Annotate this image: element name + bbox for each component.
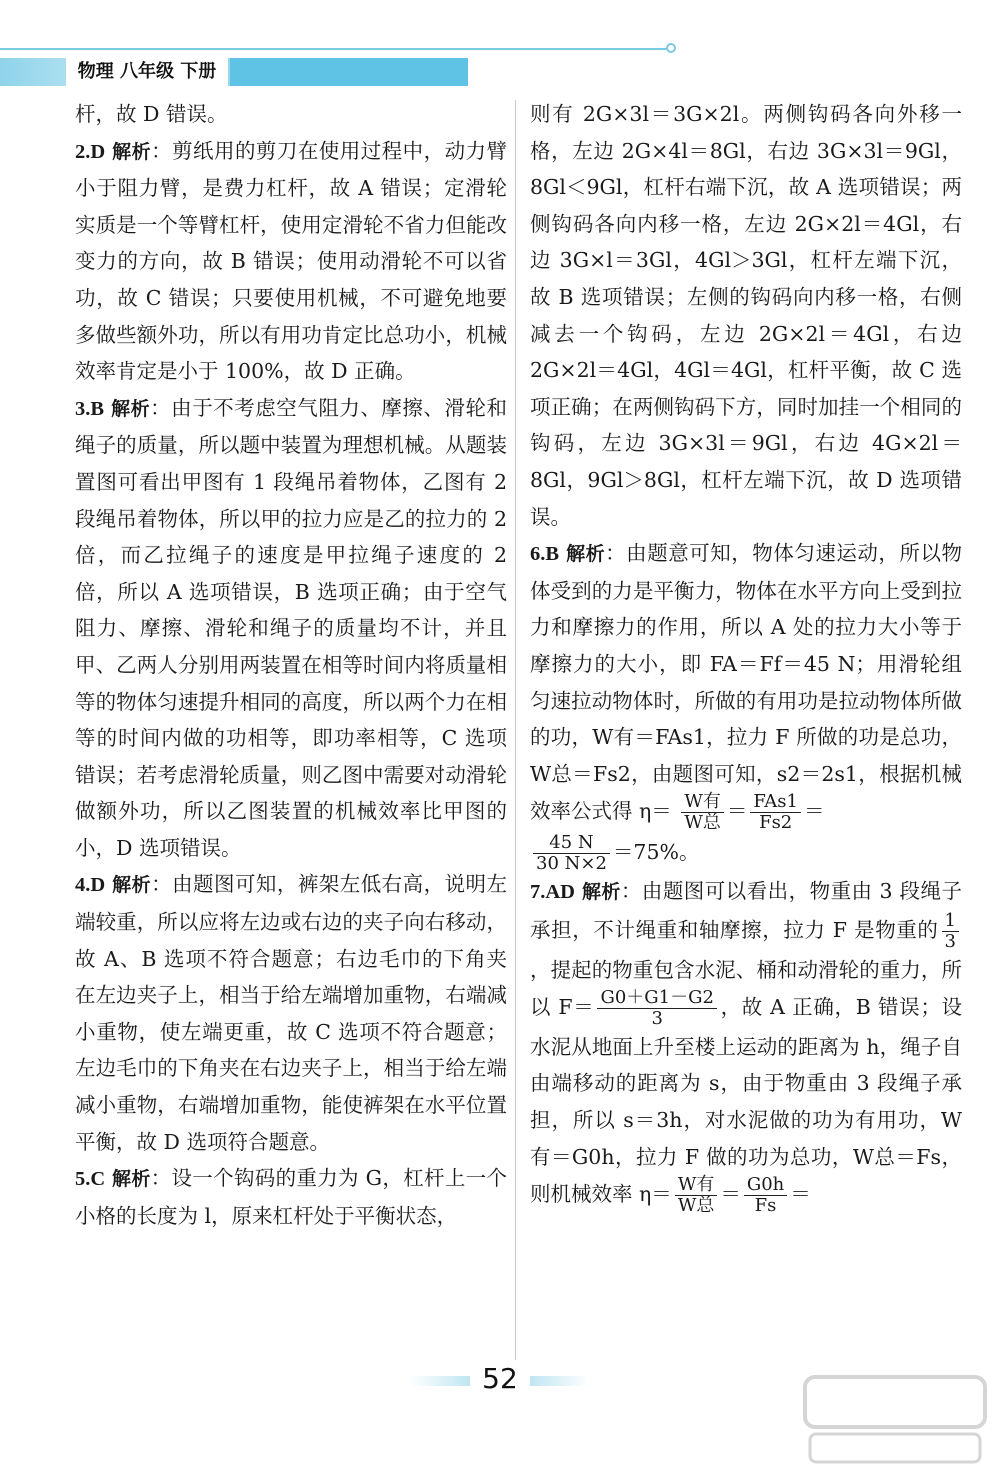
answer-text: ：由题图可知，裤架左低右高，说明左端较重，所以应将左边或右边的夹子向右移动，故 A、B 选项不符合题意；右边毛巾的下角夹在左边夹子上，相当于给左端增加重物，右端减小重物，使左端更重，故 C 选项不符合题意；左边毛巾的下角夹在右边夹子上，相当于给左端减小重物，右端增加重物，能使裤架在水平位置平衡，故 D 选项符合题意。: [75, 872, 507, 1154]
book-title: 物理 八年级 下册: [66, 58, 228, 86]
answer-text: ：剪纸用的剪刀在使用过程中，动力臂小于阻力臂，是费力杠杆，故 A 错误；定滑轮实质是一个等臂杠杆，使用定滑轮不省力但能改变力的方向，故 B 错误；使用动滑轮不可以省功，故 C 错误；只要使用机械，不可避免地要多做些额外功，所以有用功肯定比总功小，机械效率肯定是小于 100%，故 D 正确。: [75, 138, 507, 384]
analysis-label: 解析: [566, 543, 606, 566]
answer-number: 3.B: [75, 397, 105, 420]
answer-item: [75, 1160, 507, 1234]
answer-text: ：由题意可知，物体匀速运动，所以物体受到的力是平衡力，物体在水平方向上受到拉力和摩擦力的作用，所以 A 处的拉力大小等于摩擦力的大小，即 FA＝Ff＝45 N；用滑轮组匀速拉动物体时，所做的有用功是拉动物体所做的功，W有＝FAs1，拉力 F 所做的功是总功，W总＝Fs2，由题图可知，s2＝2s1，根据机械效率公式得 η＝: [530, 541, 962, 824]
header-band-accent: [230, 58, 468, 86]
answer-item: [75, 866, 507, 1160]
fraction: $\frac{\text{W有}}{\text{W总}}$: [675, 1175, 718, 1216]
header-dot: [666, 43, 676, 53]
left-column: [75, 96, 507, 1234]
header-rule: [0, 48, 668, 50]
answer-number: 7.AD: [530, 881, 575, 904]
page-number: 52: [482, 1362, 518, 1395]
answer-text: ：设一个钩码的重力为 G，杠杆上一个小格的长度为 l，原来杠杆处于平衡状态，: [75, 1166, 507, 1228]
answer-number: 2.D: [75, 140, 106, 163]
answer-continuation: 则有 2G×3l＝3G×2l。两侧钩码各向外移一格，左边 2G×4l＝8Gl，右边 3G×3l＝9Gl，8Gl＜9Gl，杠杆右端下沉，故 A 选项错误；两侧钩码各向内移一格，左边 2G×2l＝4Gl，右边 3G×l＝3Gl，4Gl＞3Gl，杠杆左端下沉，故 B 选项错误；左侧的钩码向内移一格，右侧减去一个钩码，左边 2G×2l＝4Gl，右边 2G×2l＝4Gl，4Gl＝4Gl，杠杆平衡，故 C 选项正确；在两侧钩码下方，同时加挂一个相同的钩码，左边 3G×3l＝9Gl，右边 4G×2l＝8Gl，9Gl＞8Gl，杠杆左端下沉，故 D 选项错误。: [530, 102, 962, 529]
answer-item: [75, 133, 507, 390]
footer-ornament-right: [530, 1376, 590, 1386]
analysis-label: 解析: [112, 874, 152, 897]
answer-text: ：由于不考虑空气阻力、摩擦、滑轮和绳子的质量，所以题中装置为理想机械。从题装置图可看出甲图有 1 段绳吊着物体，乙图有 2 段绳吊着物体，所以甲的拉力应是乙的拉力的 2 倍，而乙拉绳子的速度是甲拉绳子速度的 2 倍，所以 A 选项错误，B 选项正确；由于空气阻力、摩擦、滑轮和绳子的质量均不计，并且甲、乙两人分别用两装置在相等时间内将质量相等的物体匀速提升相同的高度，所以两个力在相等的时间内做的功相等，即功率相等，C 选项错误；若考虑滑轮质量，则乙图中需要对动滑轮做额外功，所以乙图装置的机械效率比甲图的小，D 选项错误。: [75, 395, 507, 860]
analysis-label: 解析: [112, 1168, 151, 1191]
column-divider: [515, 100, 516, 1360]
fraction: $\frac{\text{FAs1}}{Fs2}$: [750, 792, 801, 833]
answer-item: 7.AD 解析：由题图可以看出，物重由 3 段绳子承担，不计绳重和轴摩擦，拉力 F 是物重的 $\frac{1}{3}$ ，提起的物重包含水泥、桶和动滑轮的重力，所以 F＝ $\frac{G0+G1-G2}{3}$ ，故 A 正确，B 错误；设水泥从地面上升至楼上运动的距离为 h，绳子自由端移动的距离为 s，由于物重由 3 段绳子承担，所以 s＝3h，对水泥做的功为有用功，W有＝G0h，拉力 F 做的功为总功，W总＝Fs，则机械效率 η＝ $\frac{\text{W有}}{\text{W总}}$ ＝ $\frac{G0h}{Fs}$ ＝: [530, 879, 962, 1217]
answer-number: 6.B: [530, 543, 560, 566]
analysis-label: 解析: [581, 881, 621, 904]
answer-number: 4.D: [75, 874, 106, 897]
answer-item: 6.B 解析：由题意可知，物体匀速运动，所以物体受到的力是平衡力，物体在水平方向上受到拉力和摩擦力的作用，所以 A 处的拉力大小等于摩擦力的大小，即 FA＝Ff＝45 N；用滑轮组匀速拉动物体时，所做的有用功是拉动物体所做的功，W有＝FAs1，拉力 F 所做的功是总功，W总＝Fs2，由题图可知，s2＝2s1，根据机械效率公式得 η＝ $\frac{\text{W有}}{\text{W总}}$ ＝ $\frac{\text{FAs1}}{Fs2}$ ＝ $\frac{45 N}{30 N\times 2}$ ＝75%。: [530, 541, 962, 874]
answer-item: 杆，故 D 错误。: [75, 102, 228, 126]
footer-ornament-left: [410, 1376, 470, 1386]
fraction: $\frac{G0+G1-G2}{3}$: [597, 988, 717, 1029]
watermark-logo: [800, 1372, 990, 1467]
page-header: [0, 40, 690, 92]
answer-number: 5.C: [75, 1168, 106, 1191]
analysis-label: 解析: [112, 140, 152, 163]
answer-item: [75, 390, 507, 867]
analysis-label: 解析: [111, 397, 151, 420]
fraction: $\frac{\text{W有}}{\text{W总}}$: [681, 792, 724, 833]
right-column: [530, 96, 962, 1216]
fraction: $\frac{45 N}{30 N\times 2}$: [533, 833, 610, 874]
fraction: $\frac{1}{3}$: [942, 911, 959, 952]
fraction: $\frac{G0h}{Fs}$: [744, 1175, 787, 1216]
